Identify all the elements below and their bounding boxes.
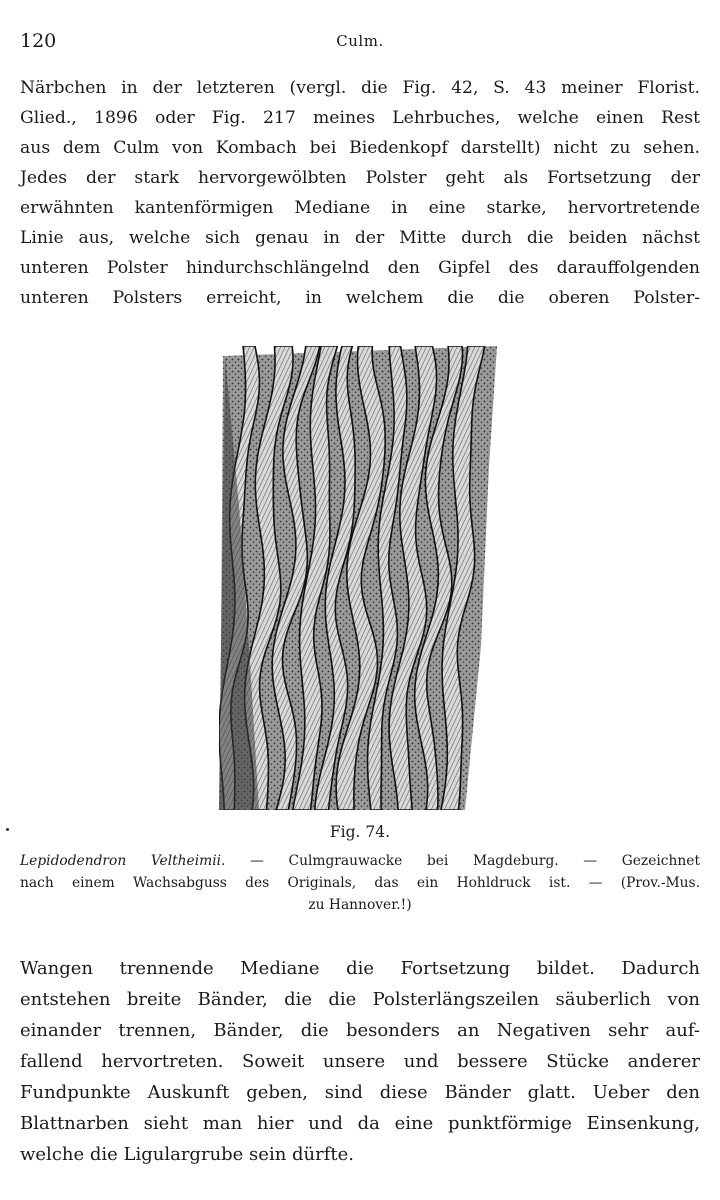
text-line: Fundpunkte Auskunft geben, sind diese Bänder glatt. Ueber den — [20, 1082, 700, 1103]
paragraph-2 — [20, 953, 700, 1170]
text-line: fallend hervortreten. Soweit unsere und bessere Stücke anderer — [20, 1051, 700, 1072]
caption-taxon: Lepidodendron Veltheimii. — [20, 853, 226, 869]
text-line: welche die Ligulargrube sein dürfte. — [20, 1144, 355, 1165]
fossil-drawing — [219, 346, 499, 810]
text-line: Närbchen in der letzteren (vergl. die Fig. 42, S. 43 meiner Florist. — [20, 78, 700, 98]
caption-line-2: nach einem Wachsabguss des Originals, das ein Hohldruck ist. — (Prov.-Mus. — [20, 875, 700, 891]
running-head — [20, 30, 700, 54]
caption-line-1 — [20, 850, 700, 872]
fossil-illustration — [219, 346, 499, 810]
text-line: entstehen breite Bänder, die die Polsterlängszeilen säuberlich von — [20, 989, 700, 1010]
text-line: Wangen trennende Mediane die Fortsetzung bildet. Dadurch — [20, 958, 700, 979]
text-line: unteren Polsters erreicht, in welchem die die oberen Polster- — [20, 288, 700, 308]
text-line: Glied., 1896 oder Fig. 217 meines Lehrbuches, welche einen Rest — [20, 108, 700, 128]
text-line: Blattnarben sieht man hier und da eine punktförmige Einsenkung, — [20, 1113, 700, 1134]
paragraph-1 — [20, 73, 700, 313]
caption-line-3: zu Hannover.!) — [308, 897, 412, 913]
text-line: einander trennen, Bänder, die besonders an Negativen sehr auf- — [20, 1020, 700, 1041]
running-title: Culm. — [336, 32, 384, 50]
figure-label: Fig. 74. — [329, 823, 391, 841]
text-line: Jedes der stark hervorgewölbten Polster geht als Fortsetzung der — [20, 168, 700, 188]
text-line: unteren Polster hindurchschlängelnd den Gipfel des darauffolgenden — [20, 258, 700, 278]
caption-line-1-rest: — Culmgrauwacke bei Magdeburg. — Gezeichnet — [225, 853, 700, 869]
text-line: erwähnten kantenförmigen Mediane in eine starke, hervortretende — [20, 198, 700, 218]
figure-caption — [20, 850, 700, 916]
text-line: Linie aus, welche sich genau in der Mitte durch die beiden nächst — [20, 228, 700, 248]
page-number: 120 — [20, 30, 57, 52]
text-line: aus dem Culm von Kombach bei Biedenkopf darstellt) nicht zu sehen. — [20, 138, 700, 158]
